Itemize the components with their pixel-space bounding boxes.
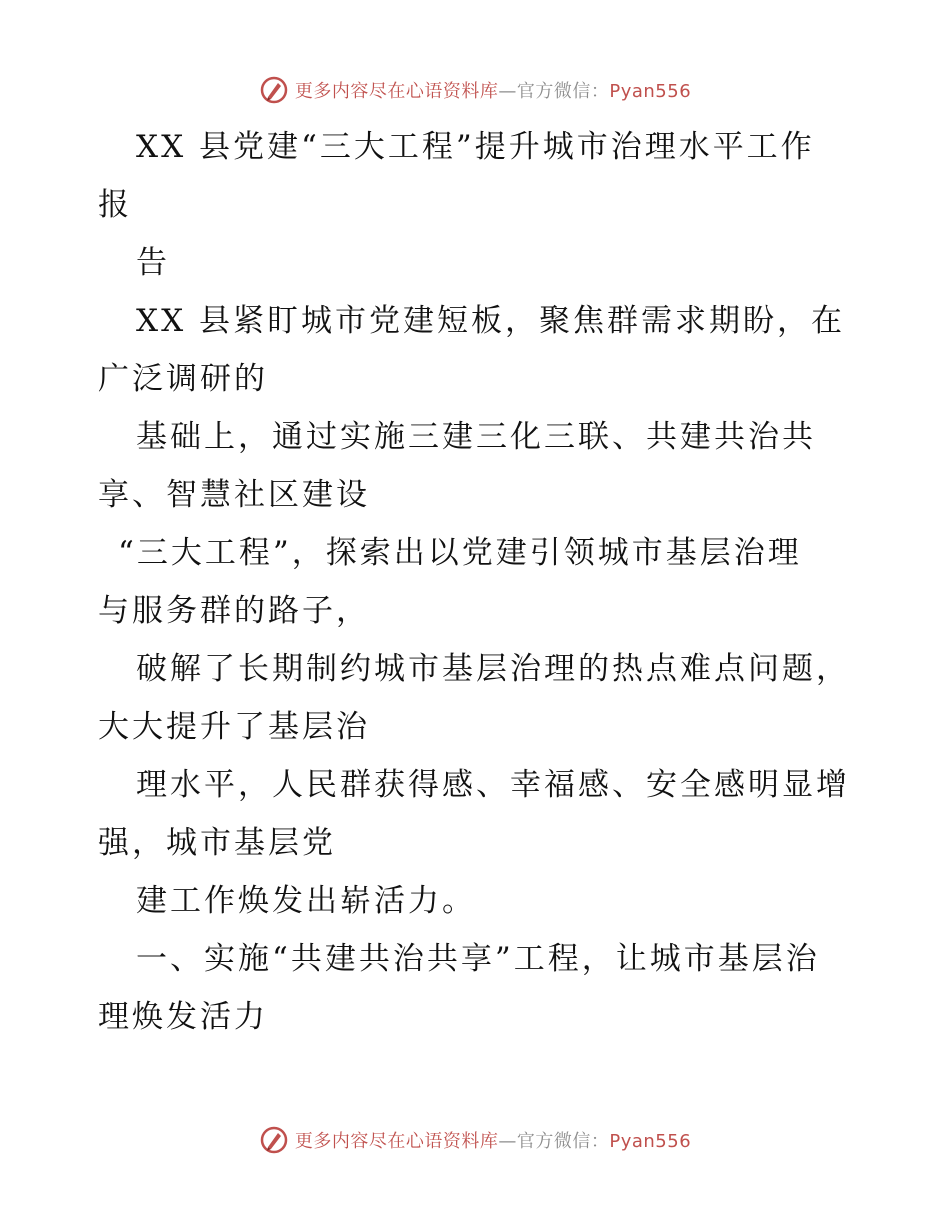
paragraph-line: 建工作焕发出崭活力。 [136, 883, 476, 919]
section-heading-line: 一、实施“共建共治共享”工程，让城市基层治 [136, 941, 820, 977]
title-line-2: 报 [98, 187, 132, 223]
paragraph-line: 广泛调研的 [98, 361, 268, 397]
document-body [98, 118, 858, 1046]
paragraph-line: “三大工程”，探索出以党建引领城市基层治理 [118, 535, 802, 571]
watermark-text: 更多内容尽在心语资料库—官方微信：Pyan556 [294, 1131, 692, 1152]
pen-logo-icon [259, 75, 289, 105]
title-line-1: XX 县党建“三大工程”提升城市治理水平工作 [136, 129, 815, 165]
paragraph-line: 享、智慧社区建设 [98, 477, 370, 513]
paragraph-line: XX 县紧盯城市党建短板，聚焦群需求期盼，在 [136, 303, 845, 339]
paragraph-line: 与服务群的路子， [98, 593, 370, 629]
title-line-3: 告 [136, 245, 170, 281]
paragraph-line: 大大提升了基层治 [98, 709, 370, 745]
paragraph-line: 破解了长期制约城市基层治理的热点难点问题， [136, 651, 850, 687]
paragraph-line: 强，城市基层党 [98, 825, 336, 861]
pen-logo-icon [259, 1125, 289, 1155]
watermark-text: 更多内容尽在心语资料库—官方微信：Pyan556 [294, 81, 692, 102]
watermark-footer [0, 1120, 950, 1160]
paragraph-line: 理水平，人民群获得感、幸福感、安全感明显增 [136, 767, 850, 803]
section-heading-line: 理焕发活力 [98, 999, 268, 1035]
paragraph-line: 基础上，通过实施三建三化三联、共建共治共 [136, 419, 816, 455]
watermark-header [0, 70, 950, 110]
